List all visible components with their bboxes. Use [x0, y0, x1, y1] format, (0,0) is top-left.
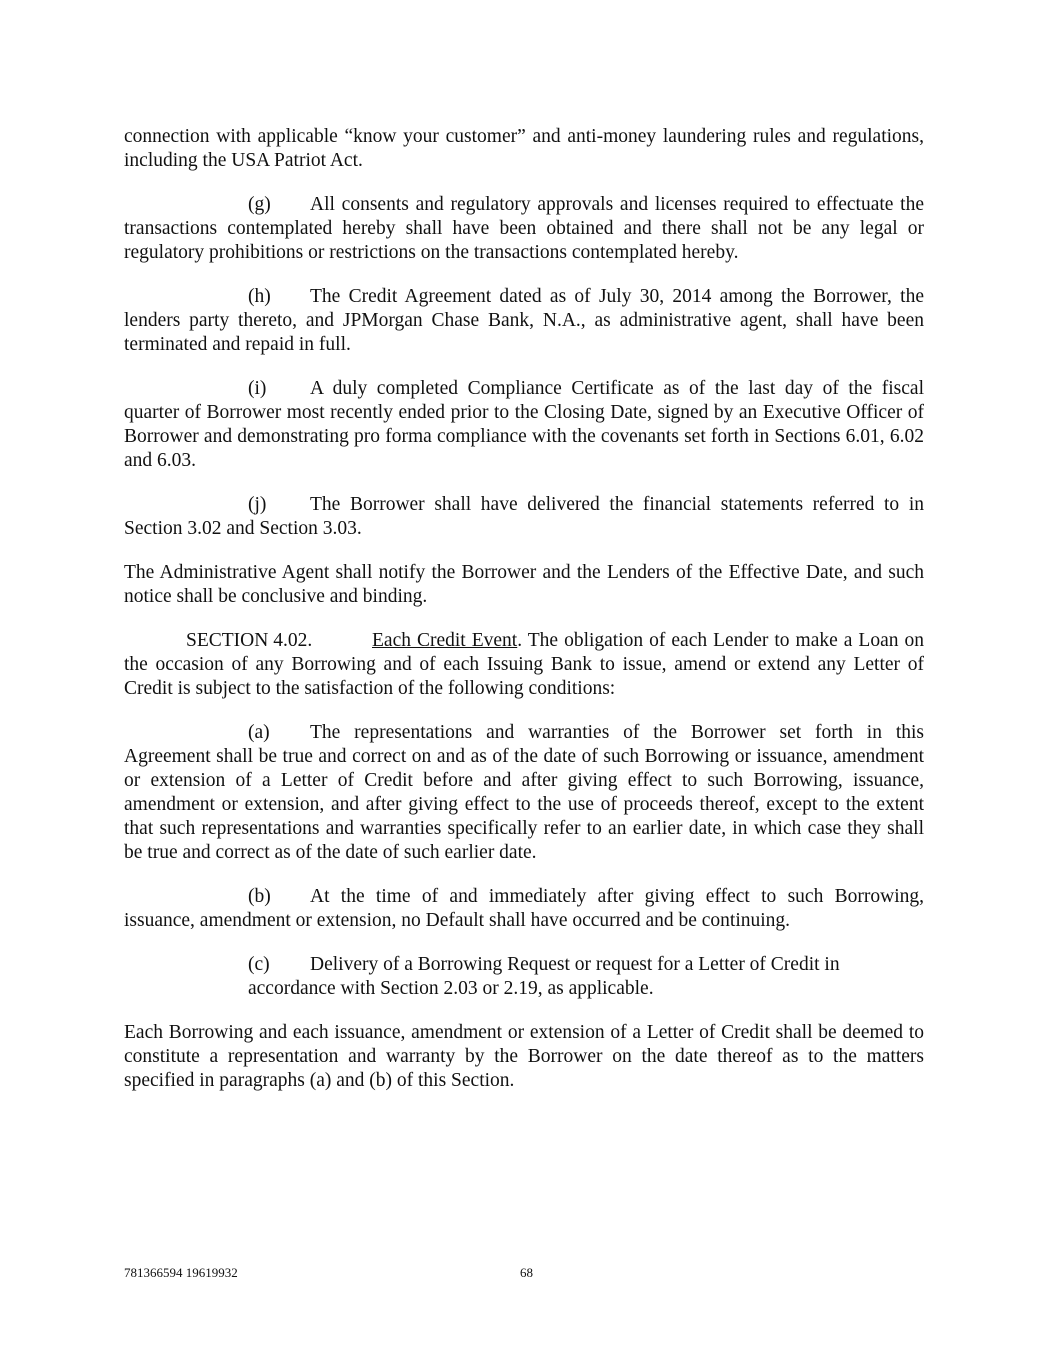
document-body [124, 125, 924, 1113]
clause-c-text-line2: accordance with Section 2.03 or 2.19, as applicable. [248, 978, 654, 999]
clause-h [124, 285, 924, 357]
clause-c-marker: (c) [248, 954, 270, 975]
clause-i-marker: (i) [248, 378, 267, 399]
clause-b-marker: (b) [248, 886, 271, 907]
closing-paragraph: Each Borrowing and each issuance, amendment or extension of a Letter of Credit shall be deemed to constitute a representation and warranty by the Borrower on the date thereof as to the matters specified in paragraphs (a) and (b) of this Section. [124, 1022, 924, 1091]
clause-i-text: A duly completed Compliance Certificate as of the last day of the fiscal quarter of Borrower most recently ended prior to the Closing Date, signed by an Executive Officer of Borrower and demonstrating pro forma compliance with the covenants set forth in Sections 6.01, 6.02 and 6.03. [124, 378, 924, 471]
clause-j [124, 493, 924, 541]
notify-paragraph: The Administrative Agent shall notify the Borrower and the Lenders of the Effective Date, and such notice shall be conclusive and binding. [124, 562, 924, 607]
clause-b-text: At the time of and immediately after giving effect to such Borrowing, issuance, amendment or extension, no Default shall have occurred and be continuing. [124, 886, 924, 931]
clause-g [124, 193, 924, 265]
clause-h-marker: (h) [248, 286, 271, 307]
clause-j-text: The Borrower shall have delivered the financial statements referred to in Section 3.02 and Section 3.03. [124, 494, 924, 539]
clause-b [124, 885, 924, 933]
section-4-02 [124, 629, 924, 701]
clause-c [248, 953, 924, 1001]
clause-c-text-line1: Delivery of a Borrowing Request or request for a Letter of Credit in [310, 954, 840, 975]
clause-g-marker: (g) [248, 194, 271, 215]
clause-a-marker: (a) [248, 722, 270, 743]
clause-h-text: The Credit Agreement dated as of July 30, 2014 among the Borrower, the lenders party thereto, and JPMorgan Chase Bank, N.A., as administrative agent, shall have been terminated and repaid in full. [124, 286, 924, 355]
clause-g-text: All consents and regulatory approvals and licenses required to effectuate the transactions contemplated hereby shall have been obtained and there shall not be any legal or regulatory prohibitions or restrictions on the transactions contemplated hereby. [124, 194, 924, 263]
clause-i [124, 377, 924, 473]
section-title: Each Credit Event [372, 630, 518, 651]
section-text: . The obligation of each Lender to make a Loan on the occasion of any Borrowing and of each Issuing Bank to issue, amend or extend any Letter of Credit is subject to the satisfaction of the following conditions: [124, 630, 924, 699]
footer-document-id: 781366594 19619932 [124, 1265, 238, 1280]
clause-a-text: The representations and warranties of the Borrower set forth in this Agreement shall be true and correct on and as of the date of such Borrowing or issuance, amendment or extension of a Letter of Credit before and after giving effect to such Borrowing, issuance, amendment or extension, and after giving effect to the use of proceeds thereof, except to the extent that such representations and warranties specifically refer to an earlier date, in which case they shall be true and correct as of the date of such earlier date. [124, 722, 924, 863]
footer-page-number: 68 [520, 1265, 533, 1280]
paragraph-continuation: connection with applicable “know your customer” and anti-money laundering rules and regulations, including the USA Patriot Act. [124, 126, 924, 171]
section-number: SECTION 4.02. [186, 630, 313, 651]
clause-a [124, 721, 924, 865]
clause-j-marker: (j) [248, 494, 267, 515]
